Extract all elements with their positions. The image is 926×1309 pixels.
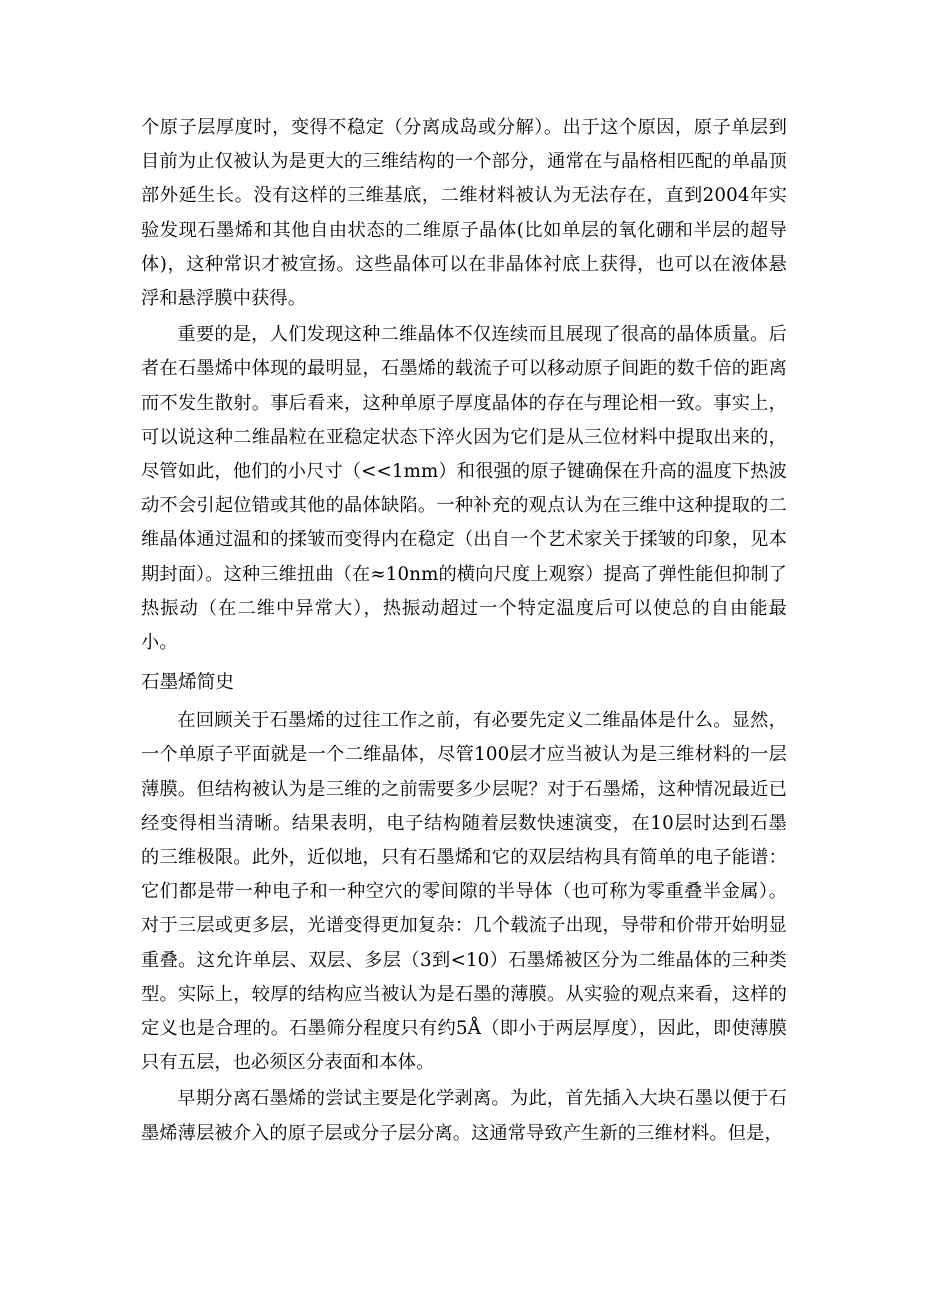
section-heading: 石墨烯简史 xyxy=(141,672,234,694)
paragraph-3: 在回顾关于石墨烯的过往工作之前，有必要先定义二维晶体是什么。显然，一个单原子平面就是一个二维晶体，尽管100层才应当被认为是三维材料的一层薄膜。但结构被认为是三维的之前需要多少层呢？对于石墨烯，这种情况最近已经变得相当清晰。结果表明，电子结构随着层数快速演变，在10层时达到石墨的三维极限。此外，近似地，只有石墨烯和它的双层结构具有简单的电子能谱：它们都是带一种电子和一种空穴的零间隙的半导体（也可称为零重叠半金属）。对于三层或更多层，光谱变得更加复杂：几个载流子出现，导带和价带开始明显重叠。这允许单层、双层、多层（3到<10）石墨烯被区分为二维晶体的三种类型。实际上，较厚的结构应当被认为是石墨的薄膜。从实验的观点来看，这样的定义也是合理的。石墨筛分程度只有约5Å（即小于两层厚度），因此，即使薄膜只有五层，也必须区分表面和本体。 xyxy=(141,710,787,1074)
paragraph-4: 早期分离石墨烯的尝试主要是化学剥离。为此，首先插入大块石墨以便于石墨烯薄层被介入的原子层或分子层分离。这通常导致产生新的三维材料。但是， xyxy=(141,1088,787,1144)
paragraph-1: 个原子层厚度时，变得不稳定（分离成岛或分解）。出于这个原因，原子单层到目前为止仅被认为是更大的三维结构的一个部分，通常在与晶格相匹配的单晶顶部外延生长。没有这样的三维基底，二维材料被认为无法存在，直到2004年实验发现石墨烯和其他自由状态的二维原子晶体(比如单层的氧化硼和半层的超导体)，这种常识才被宣扬。这些晶体可以在非晶体衬底上获得，也可以在液体悬浮和悬浮膜中获得。 xyxy=(141,117,787,310)
document-body xyxy=(141,111,787,1151)
paragraph-2: 重要的是，人们发现这种二维晶体不仅连续而且展现了很高的晶体质量。后者在石墨烯中体现的最明显，石墨烯的载流子可以移动原子间距的数千倍的距离而不发生散射。事后看来，这种单原子厚度晶体的存在与理论相一致。事实上，可以说这种二维晶粒在亚稳定状态下淬火因为它们是从三位材料中提取出来的，尽管如此，他们的小尺寸（<<1mm）和很强的原子键确保在升高的温度下热波动不会引起位错或其他的晶体缺陷。一种补充的观点认为在三维中这种提取的二维晶体通过温和的揉皱而变得内在稳定（出自一个艺术家关于揉皱的印象，见本期封面）。这种三维扭曲（在≈10nm的横向尺度上观察）提高了弹性能但抑制了热振动（在二维中异常大），热振动超过一个特定温度后可以使总的自由能最小。 xyxy=(141,324,787,654)
